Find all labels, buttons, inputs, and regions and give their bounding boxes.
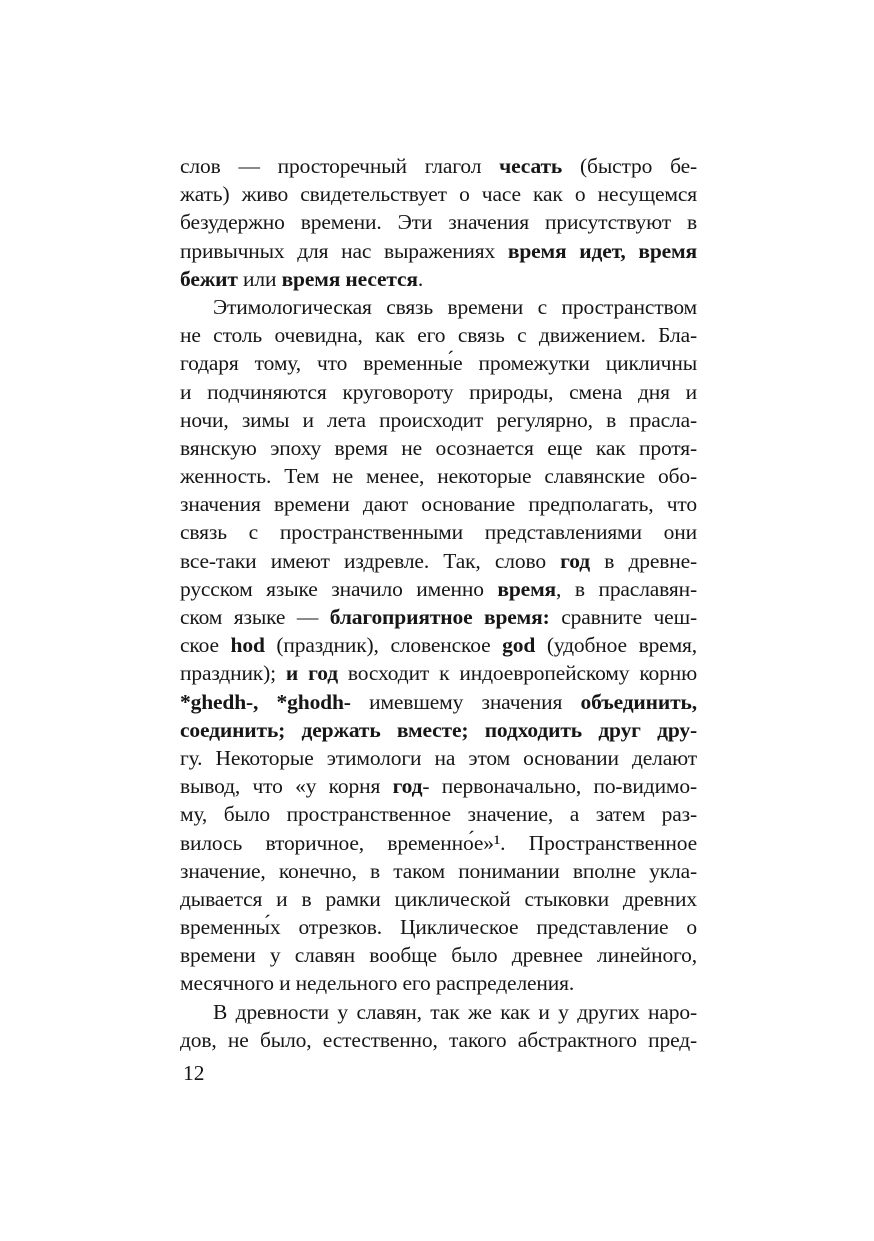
- text-line: [180, 180, 697, 208]
- bold-text-run: соединить; держать вместе; подходить друг дру-: [180, 717, 697, 742]
- text-run: или: [237, 266, 282, 291]
- bold-text-run: объединить,: [580, 689, 697, 714]
- text-run: месячного и недельного его распределения.: [180, 971, 575, 996]
- text-run: привычных для нас выражениях: [180, 238, 508, 263]
- bold-text-run: год: [560, 548, 590, 573]
- text-run: слов — просторечный глагол: [180, 154, 500, 178]
- text-line: [180, 829, 697, 857]
- text-line: [180, 321, 697, 349]
- text-run: вянскую эпоху время не осознается еще как протя-: [180, 435, 697, 460]
- text-run: значение, конечно, в таком понимании вполне укла-: [180, 858, 697, 883]
- text-run: связь с пространственными представлениями они: [180, 520, 697, 545]
- text-line: [180, 378, 697, 406]
- text-run: сравните чеш-: [549, 605, 697, 629]
- text-run: имевшему значения: [350, 689, 581, 714]
- text-line: [180, 518, 697, 546]
- text-line: [180, 941, 697, 969]
- text-run: временны́х отрезков. Циклическое представление о: [180, 915, 697, 940]
- bold-text-run: время идет, время: [507, 238, 697, 263]
- text-run: , в праславян-: [556, 576, 697, 601]
- text-line: [180, 406, 697, 434]
- text-line: [180, 265, 697, 293]
- text-run: (удобное время,: [535, 633, 697, 658]
- text-run: безудержно времени. Эти значения присутствуют в: [180, 210, 697, 235]
- text-run: В древности у славян, так же как и у других наро-: [213, 999, 697, 1024]
- text-run: женность. Тем не менее, некоторые славянские обо-: [180, 464, 697, 489]
- text-line: [180, 800, 697, 828]
- text-run: русском языке значило именно: [180, 576, 498, 601]
- text-line: [180, 659, 697, 687]
- text-line: [180, 547, 697, 575]
- text-run: восходит к индоевропейскому корню: [337, 661, 697, 686]
- text-line: [180, 575, 697, 603]
- bold-text-run: год: [392, 774, 423, 799]
- text-line: [180, 969, 697, 997]
- text-line: [180, 772, 697, 800]
- text-run: праздник);: [180, 661, 286, 686]
- text-line: [180, 208, 697, 236]
- text-block: [180, 152, 697, 1054]
- text-run: (быстро бе-: [562, 154, 697, 178]
- text-run: гу. Некоторые этимологи на этом основании делают: [180, 745, 697, 770]
- text-run: ночи, зимы и лета происходит регулярно, в прасла-: [180, 407, 697, 432]
- bold-text-run: время несется: [281, 266, 418, 291]
- text-run: .: [417, 266, 424, 291]
- text-line: [180, 490, 697, 518]
- text-line: [180, 857, 697, 885]
- text-line: [180, 688, 697, 716]
- text-line: [180, 1026, 697, 1054]
- text-run: (праздник), словенское: [264, 633, 503, 658]
- text-line: [180, 998, 697, 1026]
- text-run: дывается и в рамки циклической стыковки древних: [180, 886, 697, 911]
- bold-text-run: благоприятное время:: [329, 605, 550, 629]
- text-run: вилось вторичное, временно́е»¹. Пространственное: [180, 830, 697, 855]
- text-line: [180, 913, 697, 941]
- text-run: - первоначально, по-видимо-: [422, 774, 697, 799]
- text-run: времени у славян вообще было древнее линейного,: [180, 943, 697, 968]
- text-run: годаря тому, что временны́е промежутки цикличны: [180, 351, 697, 376]
- bold-text-run: god: [502, 633, 536, 658]
- bold-text-run: время: [497, 576, 557, 601]
- text-line: [180, 744, 697, 772]
- text-line: [180, 462, 697, 490]
- bold-text-run: чесать: [499, 154, 563, 178]
- bold-text-run: и год: [285, 661, 338, 686]
- text-line: [180, 603, 697, 631]
- text-line: [180, 349, 697, 377]
- text-line: [180, 152, 697, 180]
- text-run: все-таки имеют издревле. Так, слово: [180, 548, 561, 573]
- text-run: му, было пространственное значение, а затем раз-: [180, 802, 697, 827]
- bold-text-run: *ghedh-, *ghodh-: [180, 689, 351, 714]
- text-run: дов, не было, естественно, такого абстрактного пред-: [180, 1027, 697, 1052]
- text-run: ском языке —: [180, 605, 330, 629]
- bold-text-run: бежит: [180, 266, 238, 291]
- text-line: [180, 631, 697, 659]
- bold-text-run: hod: [230, 633, 265, 658]
- text-line: [180, 885, 697, 913]
- text-line: [180, 716, 697, 744]
- text-run: значения времени дают основание предполагать, что: [180, 492, 697, 517]
- text-run: Этимологическая связь времени с пространством: [213, 294, 697, 319]
- text-line: [180, 237, 697, 265]
- text-run: вывод, что «у корня: [180, 774, 393, 799]
- text-line: [180, 293, 697, 321]
- page-number: 12: [183, 1061, 205, 1085]
- text-run: в древне-: [589, 548, 697, 573]
- text-run: жать) живо свидетельствует о часе как о несущемся: [180, 182, 697, 207]
- text-run: не столь очевидна, как его связь с движением. Бла-: [180, 323, 697, 348]
- text-run: ское: [180, 633, 231, 658]
- text-line: [180, 434, 697, 462]
- text-run: и подчиняются круговороту природы, смена дня и: [180, 379, 697, 404]
